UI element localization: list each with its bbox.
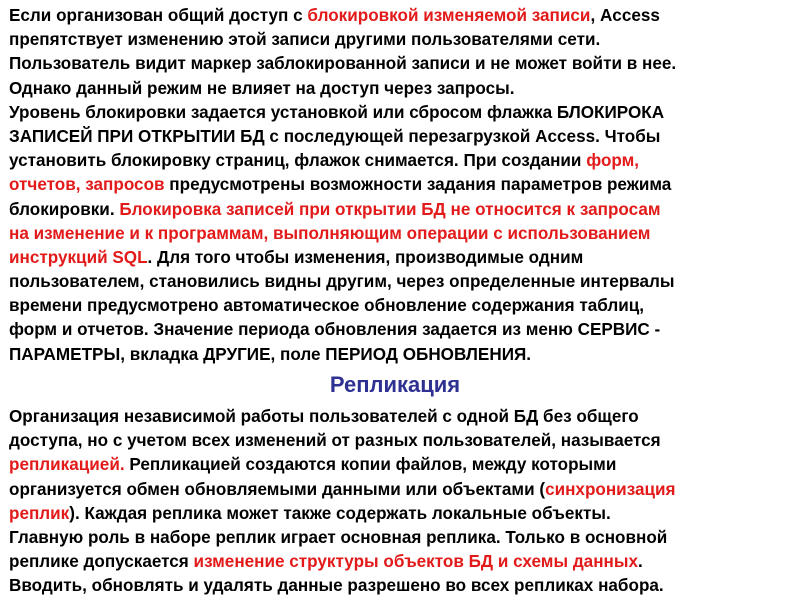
text-line bbox=[9, 101, 799, 125]
text-line bbox=[9, 52, 799, 76]
text-segment: ). Каждая реплика может также содержать локальные объекты. bbox=[69, 503, 611, 523]
text-segment: блокировки. bbox=[9, 199, 120, 219]
text-segment: Организация независимой работы пользователей с одной БД без общего bbox=[9, 407, 639, 426]
highlighted-term: реплик bbox=[9, 503, 70, 523]
highlighted-term: инструкций SQL bbox=[9, 247, 148, 267]
text-line bbox=[9, 502, 799, 526]
text-line bbox=[9, 222, 799, 246]
text-segment: . bbox=[638, 552, 643, 572]
replication-heading: Репликация bbox=[329, 372, 461, 397]
text-line bbox=[9, 149, 799, 173]
text-segment: пользователем, становились видны другим, через определенные интервалы bbox=[9, 272, 675, 292]
text-line bbox=[9, 453, 799, 477]
highlighted-term: Блокировка записей при открытии БД не относится к запросам bbox=[119, 199, 661, 219]
highlighted-term: отчетов, запросов bbox=[9, 175, 165, 195]
text-segment: доступа, но с учетом всех изменений от разных пользователей, называется bbox=[9, 431, 661, 451]
text-line bbox=[9, 4, 799, 28]
text-segment: , Access bbox=[590, 6, 660, 25]
text-segment: препятствует изменению этой записи другими пользователями сети. bbox=[9, 30, 601, 50]
highlighted-term: синхронизация bbox=[545, 479, 676, 499]
text-segment: . Для того чтобы изменения, производимые одним bbox=[147, 247, 584, 267]
text-line bbox=[9, 270, 799, 294]
text-line bbox=[9, 526, 799, 550]
text-segment: реплике допускается bbox=[9, 552, 194, 572]
highlighted-term: форм, bbox=[586, 151, 640, 171]
text-line bbox=[9, 318, 799, 342]
text-segment: времени предусмотрено автоматическое обновление содержания таблиц, bbox=[9, 296, 645, 316]
highlighted-term: изменение структуры объектов БД и схемы данных bbox=[193, 552, 638, 572]
text-segment: ЗАПИСЕЙ ПРИ ОТКРЫТИИ БД с последующей перезагрузкой Access. Чтобы bbox=[9, 126, 661, 146]
replication-paragraph bbox=[9, 405, 799, 599]
text-line bbox=[9, 246, 799, 270]
text-line bbox=[9, 429, 799, 453]
text-segment: Репликацией создаются копии файлов, между которыми bbox=[124, 455, 617, 475]
text-segment: форм и отчетов. Значение периода обновления задается из меню СЕРВИС - bbox=[9, 320, 661, 340]
text-line bbox=[9, 173, 799, 197]
text-line bbox=[9, 77, 799, 101]
text-segment: Вводить, обновлять и удалять данные разрешено во всех репликах набора. bbox=[9, 576, 664, 596]
text-segment: Если организован общий доступ с bbox=[9, 6, 308, 25]
text-segment: Уровень блокировки задается установкой или сбросом флажка БЛОКИРОКА bbox=[9, 102, 665, 122]
text-line bbox=[9, 405, 799, 429]
highlighted-term: на изменение и к программам, выполняющим операции с использованием bbox=[9, 223, 651, 243]
text-segment: установить блокировку страниц, флажок снимается. При создании bbox=[9, 151, 587, 171]
text-segment: Главную роль в наборе реплик играет основная реплика. Только в основной bbox=[9, 527, 668, 547]
highlighted-term: блокировкой изменяемой записи bbox=[307, 6, 591, 25]
text-line bbox=[9, 28, 799, 52]
text-line bbox=[9, 574, 799, 598]
text-line bbox=[9, 478, 799, 502]
text-line bbox=[9, 198, 799, 222]
text-segment: ПАРАМЕТРЫ, вкладка ДРУГИЕ, поле ПЕРИОД ОБНОВЛЕНИЯ. bbox=[9, 344, 532, 364]
text-line bbox=[9, 550, 799, 574]
text-segment: Однако данный режим не влияет на доступ через запросы. bbox=[9, 78, 515, 98]
text-line bbox=[9, 125, 799, 149]
highlighted-term: репликацией. bbox=[9, 455, 125, 475]
text-segment: предусмотрены возможности задания параметров режима bbox=[164, 175, 672, 195]
text-segment: организуется обмен обновляемыми данными или объектами ( bbox=[9, 479, 546, 499]
text-segment: Пользователь видит маркер заблокированной записи и не может войти в нее. bbox=[9, 54, 677, 74]
locking-paragraph bbox=[9, 4, 799, 367]
text-line bbox=[9, 294, 799, 318]
text-line bbox=[9, 343, 799, 367]
